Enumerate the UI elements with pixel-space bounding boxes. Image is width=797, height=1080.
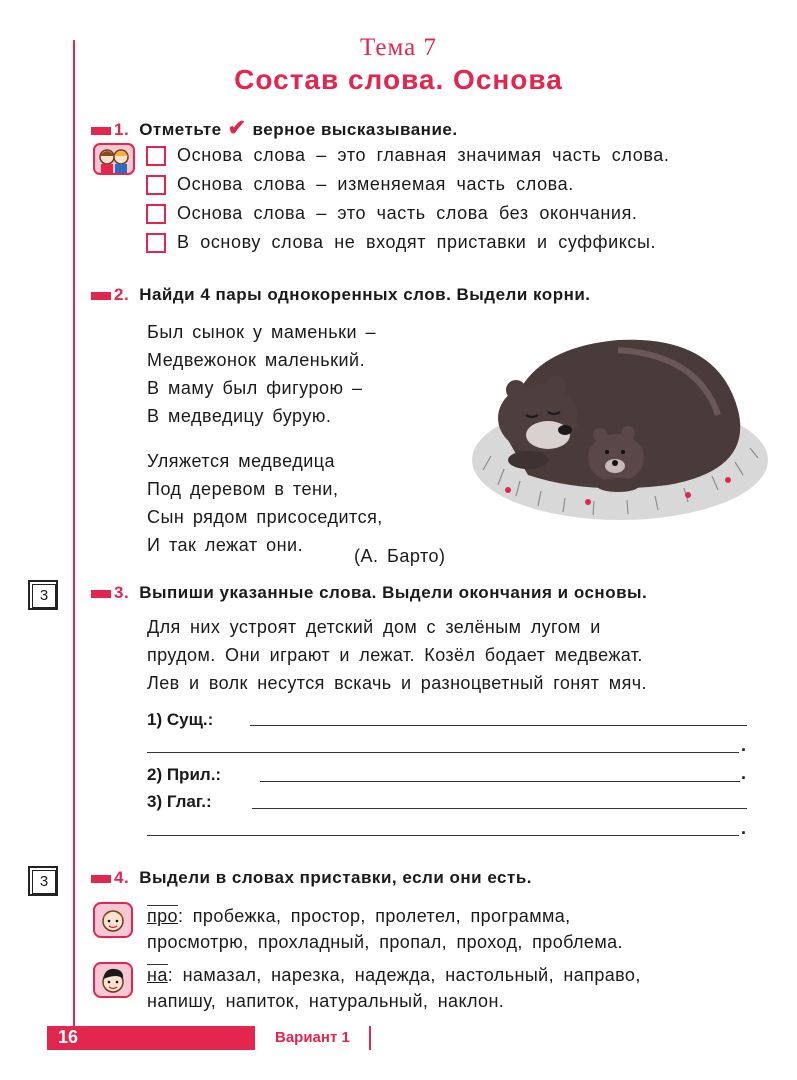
statement-4: В основу слова не входят приставки и суффиксы. [177,232,657,252]
poem-line: Сын рядом присоседится, [147,507,383,527]
nouns-label: 1) Сущ.: [147,710,214,729]
poem-stanza-2 [147,447,383,559]
poem-author: (А. Барто) [354,546,446,566]
poem-line: Под деревом в тени, [147,479,339,499]
margin-line [73,40,75,1030]
poem-line: И так лежат они. [147,535,304,555]
prefix-pro-group [147,903,623,955]
task-marker [91,127,111,135]
pro-words-line-1: : пробежка, простор, пролетел, программа, [177,906,571,926]
adjectives-answer-line[interactable] [260,781,740,782]
score-value: 3 [32,584,56,608]
poem-line: В маму был фигурою – [147,378,363,398]
period: . [741,818,747,838]
task1-instruction-before: Отметьте [139,120,222,139]
prefix-na-group [147,962,641,1014]
task2-number: 2. [114,285,130,304]
task4-heading [91,868,532,888]
prefix-na: на [147,965,168,985]
score-box [28,866,58,896]
task1-instruction-after: верное высказывание. [252,120,458,139]
task3-text [147,613,752,697]
poem-line: Был сынок у маменьки – [147,322,377,342]
period: . [741,735,747,755]
score-box [28,580,58,610]
variant-badge [255,1026,369,1050]
task3-heading [91,583,647,603]
pair-work-icon [93,143,135,175]
task-marker [91,292,111,300]
girl-icon [93,902,133,938]
task4-instruction: Выдели в словах приставки, если они есть. [139,868,533,887]
task1-heading [91,115,458,141]
variant-label: Вариант 1 [275,1029,350,1046]
period: . [741,763,747,783]
task-marker [91,590,111,598]
topic-number: Тема 7 [360,34,437,61]
poem-line: В медведицу бурую. [147,406,332,426]
task2-instruction: Найди 4 пары однокоренных слов. Выдели корни. [139,285,591,304]
boy-icon [93,962,133,998]
verbs-answer-line-1[interactable] [252,808,747,809]
verbs-answer-line-2[interactable] [147,835,739,836]
poem-line: Медвежонок маленький. [147,350,366,370]
answer-checkbox-2[interactable] [146,175,166,195]
answer-checkbox-1[interactable] [146,146,166,166]
statement-3: Основа слова – это часть слова без окончания. [177,203,638,223]
na-words-line-1: : намазал, нарезка, надежда, настольный, направо, [167,965,641,985]
verbs-label: 3) Глаг.: [147,792,212,811]
na-words-line-2: напишу, напиток, натуральный, наклон. [147,991,505,1011]
task3-instruction: Выпиши указанные слова. Выдели окончания и основы. [139,583,648,602]
poem-stanza-1 [147,318,376,430]
statement-2: Основа слова – изменяемая часть слова. [177,174,574,194]
answer-checkbox-3[interactable] [146,204,166,224]
page-number: 16 [58,1027,79,1047]
text-line: Для них устроят детский дом с зелёным лугом и [147,617,601,637]
prefix-pro: про [147,906,178,926]
task3-number: 3. [114,583,130,602]
task-marker [91,875,111,883]
nouns-answer-line-2[interactable] [147,752,739,753]
bears-illustration [468,320,773,535]
task2-heading [91,285,591,305]
text-line: Лев и волк несутся вскачь и разноцветный гонят мяч. [147,673,647,693]
page-title: Состав слова. Основа [234,64,563,95]
nouns-answer-line-1[interactable] [250,725,747,726]
adjectives-label: 2) Прил.: [147,765,222,784]
text-line: прудом. Они играют и лежат. Козёл бодает медвежат. [147,645,643,665]
pro-words-line-2: просмотрю, прохладный, пропал, проход, проблема. [147,932,623,952]
score-value: 3 [32,870,56,894]
task1-number: 1. [114,120,130,139]
checkmark-icon: ✔ [227,115,247,140]
task4-number: 4. [114,868,130,887]
statement-1: Основа слова – это главная значимая часть слова. [177,145,670,165]
poem-line: Уляжется медведица [147,451,336,471]
answer-checkbox-4[interactable] [146,233,166,253]
